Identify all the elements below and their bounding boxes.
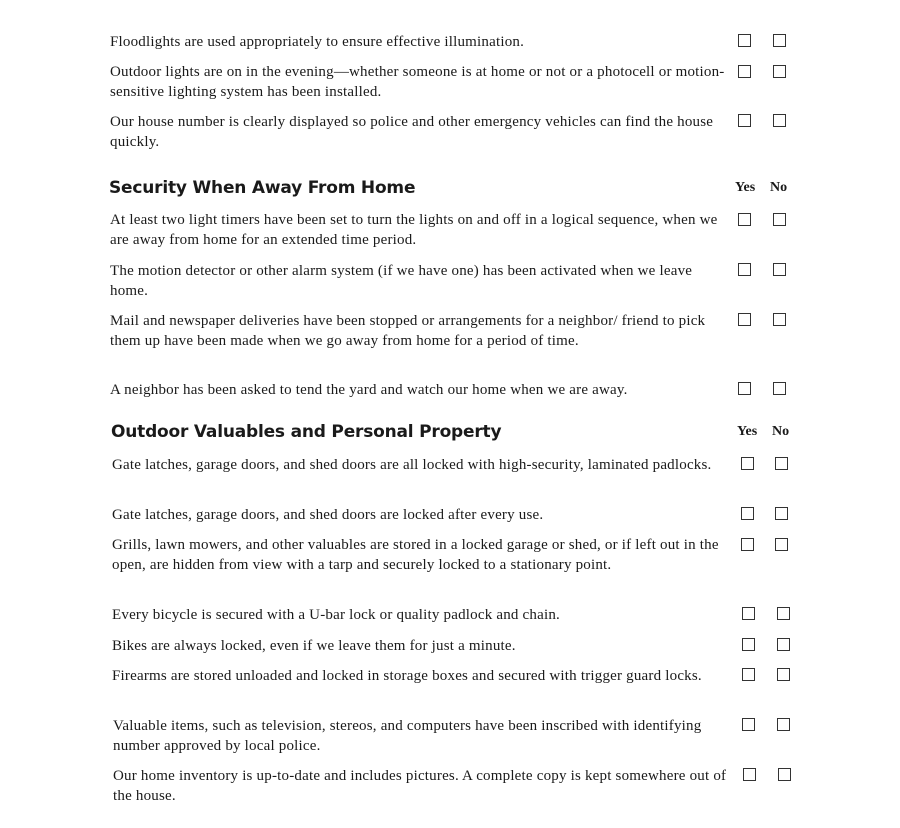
yes-checkbox[interactable]: [742, 607, 755, 620]
no-checkbox[interactable]: [777, 638, 790, 651]
yes-checkbox[interactable]: [738, 213, 751, 226]
yes-checkbox[interactable]: [738, 114, 751, 127]
checklist-item: At least two light timers have been set to turn the lights on and off in a logical sequence, when we are away from home for an extended time period.: [110, 212, 718, 248]
checklist-item: Gate latches, garage doors, and shed doors are locked after every use.: [112, 507, 544, 523]
checklist-item: Mail and newspaper deliveries have been stopped or arrangements for a neighbor/ friend to pick them up have been made when we go away from home for a period of time.: [110, 313, 706, 349]
yes-checkbox[interactable]: [738, 34, 751, 47]
no-checkbox[interactable]: [777, 668, 790, 681]
yes-checkbox[interactable]: [738, 382, 751, 395]
no-checkbox[interactable]: [773, 34, 786, 47]
checklist-item: Firearms are stored unloaded and locked in storage boxes and secured with trigger guard locks.: [112, 668, 702, 684]
yes-column-label: Yes: [737, 424, 758, 439]
checklist-item: Every bicycle is secured with a U-bar lock or quality padlock and chain.: [112, 607, 560, 623]
yes-checkbox[interactable]: [742, 638, 755, 651]
no-checkbox[interactable]: [773, 382, 786, 395]
checklist-item: The motion detector or other alarm system (if we have one) has been activated when we leave home.: [110, 263, 693, 299]
no-checkbox[interactable]: [775, 457, 788, 470]
no-checkbox[interactable]: [773, 313, 786, 326]
no-checkbox[interactable]: [775, 538, 788, 551]
checklist-item: Grills, lawn mowers, and other valuables are stored in a locked garage or shed, or if left out in the open, are hidden from view with a tarp and securely locked to a stationary point.: [112, 537, 719, 573]
checklist-item: Gate latches, garage doors, and shed doors are all locked with high-security, laminated padlocks.: [112, 457, 712, 473]
checklist-item: Outdoor lights are on in the evening—whether someone is at home or not or a photocell or motion-sensitive lighting system has been installed.: [110, 64, 725, 100]
no-column-label: No: [772, 424, 790, 439]
yes-checkbox[interactable]: [743, 768, 756, 781]
section-heading: Security When Away From Home: [109, 178, 416, 198]
yes-column-label: Yes: [735, 180, 756, 195]
checklist-item: Bikes are always locked, even if we leave them for just a minute.: [112, 638, 516, 654]
yes-checkbox[interactable]: [741, 507, 754, 520]
yes-checkbox[interactable]: [741, 538, 754, 551]
no-checkbox[interactable]: [778, 768, 791, 781]
checklist-item: Floodlights are used appropriately to ensure effective illumination.: [110, 34, 525, 50]
checklist-item: Our home inventory is up-to-date and includes pictures. A complete copy is kept somewhere out of the house.: [113, 768, 727, 804]
yes-checkbox[interactable]: [741, 457, 754, 470]
yes-checkbox[interactable]: [738, 263, 751, 276]
yes-checkbox[interactable]: [738, 65, 751, 78]
no-checkbox[interactable]: [775, 507, 788, 520]
no-checkbox[interactable]: [773, 114, 786, 127]
checklist-item: A neighbor has been asked to tend the yard and watch our home when we are away.: [110, 382, 628, 398]
yes-checkbox[interactable]: [738, 313, 751, 326]
checklist-item: Valuable items, such as television, stereos, and computers have been inscribed with identifying number approved by local police.: [113, 718, 702, 754]
no-checkbox[interactable]: [773, 213, 786, 226]
yes-checkbox[interactable]: [742, 718, 755, 731]
section-heading: Outdoor Valuables and Personal Property: [111, 422, 502, 442]
yes-checkbox[interactable]: [742, 668, 755, 681]
no-checkbox[interactable]: [773, 65, 786, 78]
no-checkbox[interactable]: [773, 263, 786, 276]
checklist-item: Our house number is clearly displayed so police and other emergency vehicles can find the house quickly.: [110, 114, 714, 150]
no-checkbox[interactable]: [777, 607, 790, 620]
no-column-label: No: [770, 180, 788, 195]
no-checkbox[interactable]: [777, 718, 790, 731]
